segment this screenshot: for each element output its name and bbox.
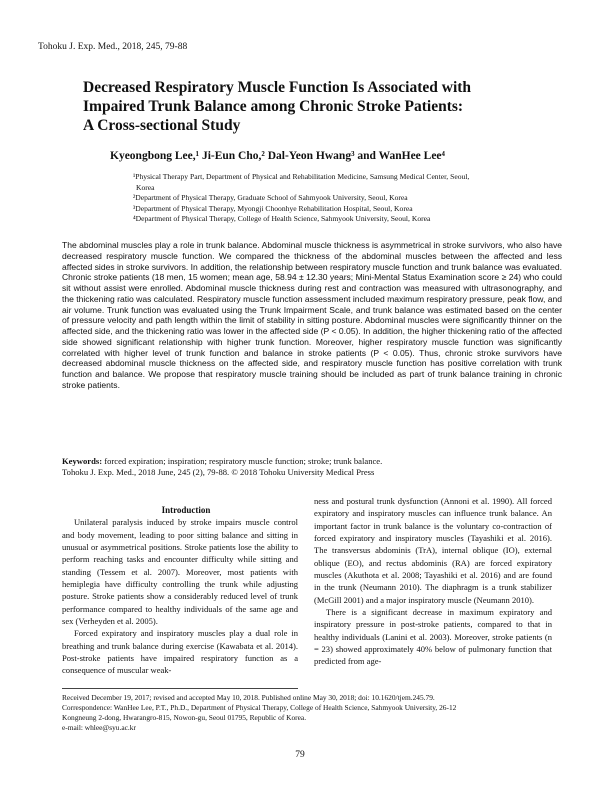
- footnote-email: e-mail: whlee@syu.ac.kr: [62, 723, 136, 732]
- paragraph: There is a significant decrease in maximum expiratory and inspiratory pressure in post-stroke patients, compared to that in healthy individuals (Lanini et al. 2003). Moreover, stroke patients (n = 23) showed approximately 40% below of pulmonary function that predicted from age-: [314, 607, 552, 667]
- keywords-block: [62, 456, 562, 478]
- paragraph: Unilateral paralysis induced by stroke impairs muscle control and body movement, leading to poor sitting balance and sitting in unusual or asymmetrical positions. Stroke patients lose the ability to perform reaching tasks and encounter difficulty while sitting and standing (Tessem et al. 2007). Moreover, most patients with hemiplegia have difficulty controlling the trunk while adjusting posture. Stroke patients show a considerably reduced level of trunk performance compared to healthy individuals of the same age and sex (Verheyden et al. 2005).: [62, 517, 298, 627]
- section-heading-introduction: Introduction: [161, 505, 211, 515]
- abstract: The abdominal muscles play a role in trunk balance. Abdominal muscle thickness is asymmetrical in stroke survivors, who also have decreased respiratory muscle function. We compared the thickness of the abdominal muscles between the affected and less affected sides in stroke survivors. In addition, the relationship between respiratory muscle function and trunk balance was evaluated. Chronic stroke patients (18 men, 15 women; mean age, 58.94 ± 12.30 years; Mini-Mental Status Examination score ≥ 24) who could sit without assist were enrolled. Abdominal muscle thickness during rest and contraction was measured with ultrasonography, and the thickening ratio was calculated. Respiratory muscle function assessment included maximum respiratory pressure, peak flow, and air volume. Trunk function was evaluated using the Trunk Impairment Scale, and trunk balance was estimated based on the center of pressure velocity and path length within the limit of stability in sitting posture. Abdominal muscles were significantly thinner on the affected side, and the thickening ratio was lower in the affected side (P < 0.05). In addition, the higher thickening ratio of the affected side showed significant relationship with higher trunk function. Moreover, higher respiratory muscle function was significantly correlated with higher level of trunk function and balance in stroke patients (P < 0.05). Thus, chronic stroke survivors have decreased abdominal muscle thickness on the affected side, and respiratory muscle function has positive correlation with trunk function and balance. We propose that respiratory muscle training should be included as part of trunk balance training in chronic stroke patients.: [62, 240, 562, 390]
- footnote-correspondence: Correspondence: WanHee Lee, P.T., Ph.D., Department of Physical Therapy, College of Health Science, Sahmyook University, 26-12: [62, 703, 457, 712]
- affiliations: [133, 172, 553, 225]
- author-list: Kyeongbong Lee,¹ Ji-Eun Cho,² Dal-Yeon Hwang³ and WanHee Lee⁴: [110, 150, 445, 162]
- title-line-1: Decreased Respiratory Muscle Function Is Associated with: [83, 79, 472, 96]
- journal-header: Tohoku J. Exp. Med., 2018, 245, 79-88: [38, 42, 188, 52]
- title-line-2: Impaired Trunk Balance among Chronic Stroke Patients:: [83, 98, 464, 115]
- footnote-divider: [62, 688, 298, 689]
- paragraph: ness and postural trunk dysfunction (Annoni et al. 1990). All forced expiratory and inspiratory muscles can influence trunk balance. An important factor in trunk balance is the voluntary co-contraction of forced expiratory and inspiratory muscles (Tayashiki et al. 2016). The transversus abdominis (TrA), internal oblique (IO), external oblique (EO), and rectus abdominis (RA) are forced expiratory muscles (Akuthota et al. 2008; Tayashiki et al. 2016) and are found in the trunk (Neumann 2010). The diaphragm is a trunk stabilizer (McGill 2001) and a major inspiratory muscle (Neumann 2010).: [314, 496, 552, 605]
- footnote-received: Received December 19, 2017; revised and accepted May 10, 2018. Published online May 30, 2018; doi: 10.1620/tjem.245.79.: [62, 693, 435, 702]
- footnote: [62, 693, 562, 733]
- left-column: [62, 504, 298, 677]
- article-title: [83, 78, 563, 135]
- paragraph: Forced expiratory and inspiratory muscles play a dual role in breathing and trunk balance during exercise (Kawabata et al. 2014). Post-stroke patients have impaired respiratory function as a consequence of muscular weak-: [62, 628, 298, 676]
- keywords-line: [62, 456, 562, 467]
- right-column: [314, 495, 552, 668]
- citation-line: Tohoku J. Exp. Med., 2018 June, 245 (2), 79-88. © 2018 Tohoku University Medical Press: [62, 467, 375, 477]
- affiliation-2: ²Department of Physical Therapy, Graduate School of Sahmyook University, Seoul, Korea: [133, 193, 408, 203]
- affiliation-1: ¹Physical Therapy Part, Department of Physical and Rehabilitation Medicine, Samsung Medical Center, Seoul,: [133, 172, 470, 181]
- keywords-label: Keywords:: [62, 456, 103, 466]
- affiliation-1-cont: Korea: [136, 182, 155, 192]
- affiliation-4: ⁴Department of Physical Therapy, College of Health Science, Sahmyook University, Seoul, Korea: [133, 214, 431, 224]
- affiliation-3: ³Department of Physical Therapy, Myongji Choonhye Rehabilitation Hospital, Seoul, Korea: [133, 203, 413, 213]
- title-line-3: A Cross-sectional Study: [83, 117, 241, 134]
- page-number: 79: [295, 750, 305, 760]
- keywords-text: forced expiration; inspiration; respiratory muscle function; stroke; trunk balance.: [102, 456, 383, 466]
- footnote-address: Kongneung 2-dong, Hwarangro-815, Nowon-gu, Seoul 01795, Republic of Korea.: [62, 713, 307, 722]
